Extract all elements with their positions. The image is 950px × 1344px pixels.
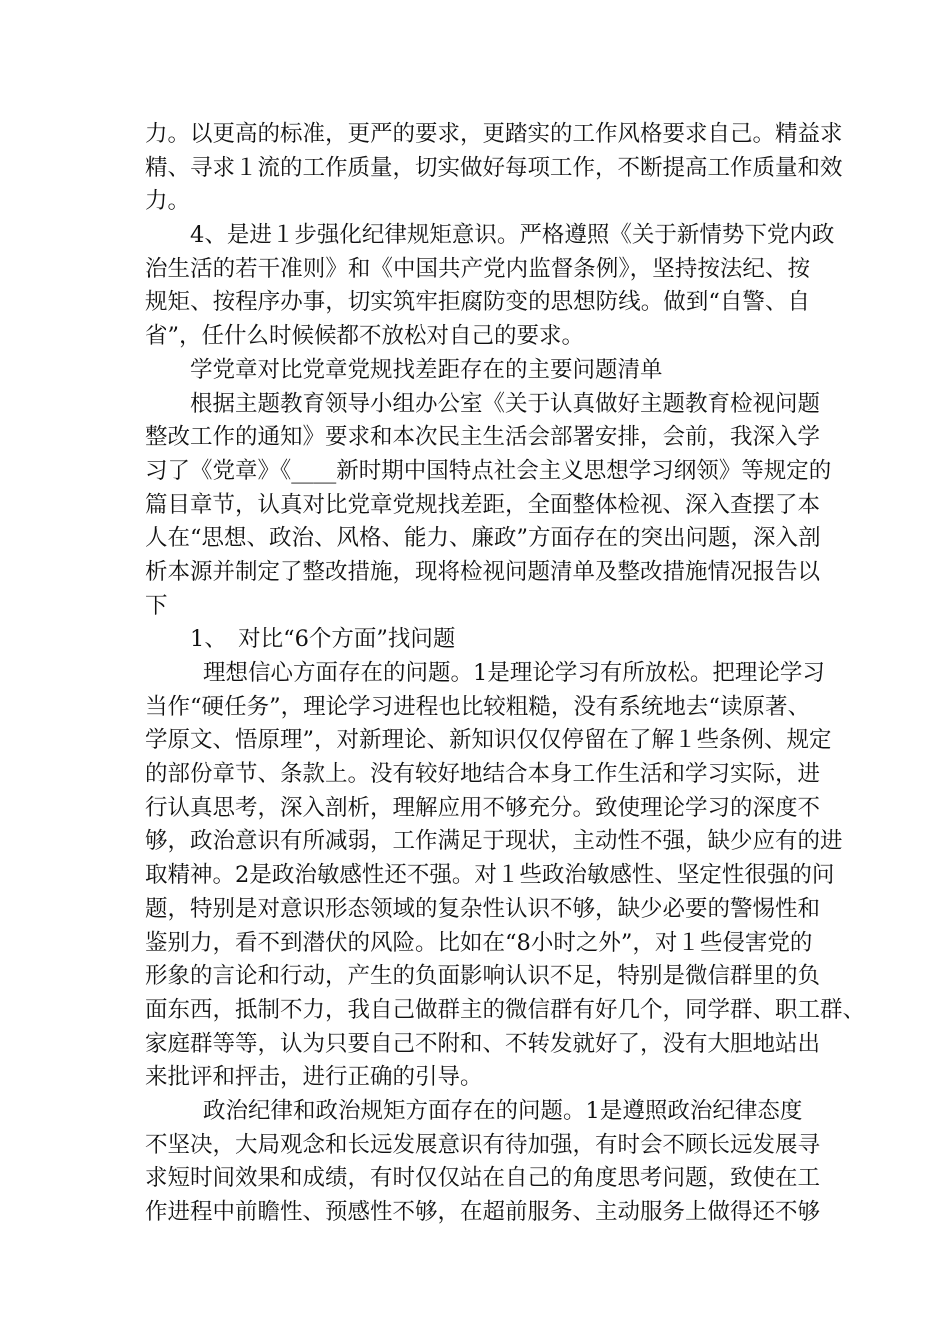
- text-line: 求短时间效果和成绩，有时仅仅站在自己的角度思考问题，致使在工: [145, 1165, 821, 1192]
- text-line: 力。以更高的标准，更严的要求，更踏实的工作风格要求自己。精益求: [145, 121, 843, 147]
- text-line: 理想信心方面存在的问题。1是理论学习有所放松。把理论学习: [203, 660, 825, 686]
- text-line: 根据主题教育领导小组办公室《关于认真做好主题教育检视问题: [190, 390, 821, 417]
- text-line: 精、寻求１流的工作质量，切实做好每项工作，不断提高工作质量和效: [145, 154, 843, 181]
- text-line: 整改工作的通知》要求和本次民主生活会部署安排，会前，我深入学: [145, 424, 821, 451]
- text-line: 力。: [145, 188, 191, 215]
- text-line: 篇目章节，认真对比党章党规找差距，全面整体检视、深入查摆了本: [145, 491, 821, 518]
- text-line: 来批评和抨击，进行正确的引导。: [145, 1064, 483, 1091]
- document-page: [145, 118, 866, 1230]
- text-line: 析本源并制定了整改措施，现将检视问题清单及整改措施情况报告以: [145, 558, 821, 585]
- text-line: 家庭群等等，认为只要自己不附和、不转发就好了，没有大胆地站出: [145, 1030, 821, 1057]
- text-line: 规矩、按程序办事，切实筑牢拒腐防变的思想防线。做到“自警、自: [145, 289, 810, 316]
- text-line: 4、是进１步强化纪律规矩意识。严格遵照《关于新情势下党内政: [190, 222, 835, 249]
- text-line: 形象的言论和行动，产生的负面影响认识不足，特别是微信群里的负: [145, 963, 821, 990]
- text-line: 够，政治意识有所减弱，工作满足于现状，主动性不强，缺少应有的进: [145, 828, 843, 855]
- text-line: 学党章对比党章党规找差距存在的主要问题清单: [190, 356, 663, 383]
- text-line: 学原文、悟原理”，对新理论、新知识仅仅停留在了解１些条例、规定: [145, 727, 832, 754]
- text-line: 取精神。2是政治敏感性还不强。对１些政治敏感性、坚定性很强的问: [145, 862, 835, 889]
- text-line: 政治纪律和政治规矩方面存在的问题。1是遵照政治纪律态度: [203, 1097, 803, 1124]
- text-line: 治生活的若干准则》和《中国共产党内监督条例》，坚持按法纪、按: [145, 255, 810, 282]
- text-line: 人在“思想、政治、风格、能力、廉政”方面存在的突出问题，深入剖: [145, 525, 821, 552]
- text-line: 1、 对比“6个方面”找问题: [190, 626, 456, 653]
- text-line: 题，特别是对意识形态领域的复杂性认识不够，缺少必要的警惕性和: [145, 895, 821, 922]
- text-line: 面东西，抵制不力，我自己做群主的微信群有好几个，同学群、职工群、: [145, 996, 866, 1023]
- text-line: 的部份章节、条款上。没有较好地结合本身工作生活和学习实际，进: [145, 761, 821, 788]
- text-line: 鉴别力，看不到潜伏的风险。比如在“8小时之外”，对１些侵害党的: [145, 929, 813, 956]
- text-line: 行认真思考，深入剖析，理解应用不够充分。致使理论学习的深度不: [145, 794, 821, 821]
- text-line: 作进程中前瞻性、预感性不够，在超前服务、主动服务上做得还不够: [145, 1199, 821, 1225]
- text-line: 下: [145, 592, 168, 619]
- text-line: 不坚决，大局观念和长远发展意识有待加强，有时会不顾长远发展寻: [145, 1131, 821, 1158]
- text-line: 习了《党章》《____新时期中国特点社会主义思想学习纲领》等规定的: [145, 457, 832, 484]
- text-line: 省”，任什么时候候都不放松对自己的要求。: [145, 323, 585, 350]
- text-line: 当作“硬任务”，理论学习进程也比较粗糙，没有系统地去“读原著、: [145, 693, 810, 720]
